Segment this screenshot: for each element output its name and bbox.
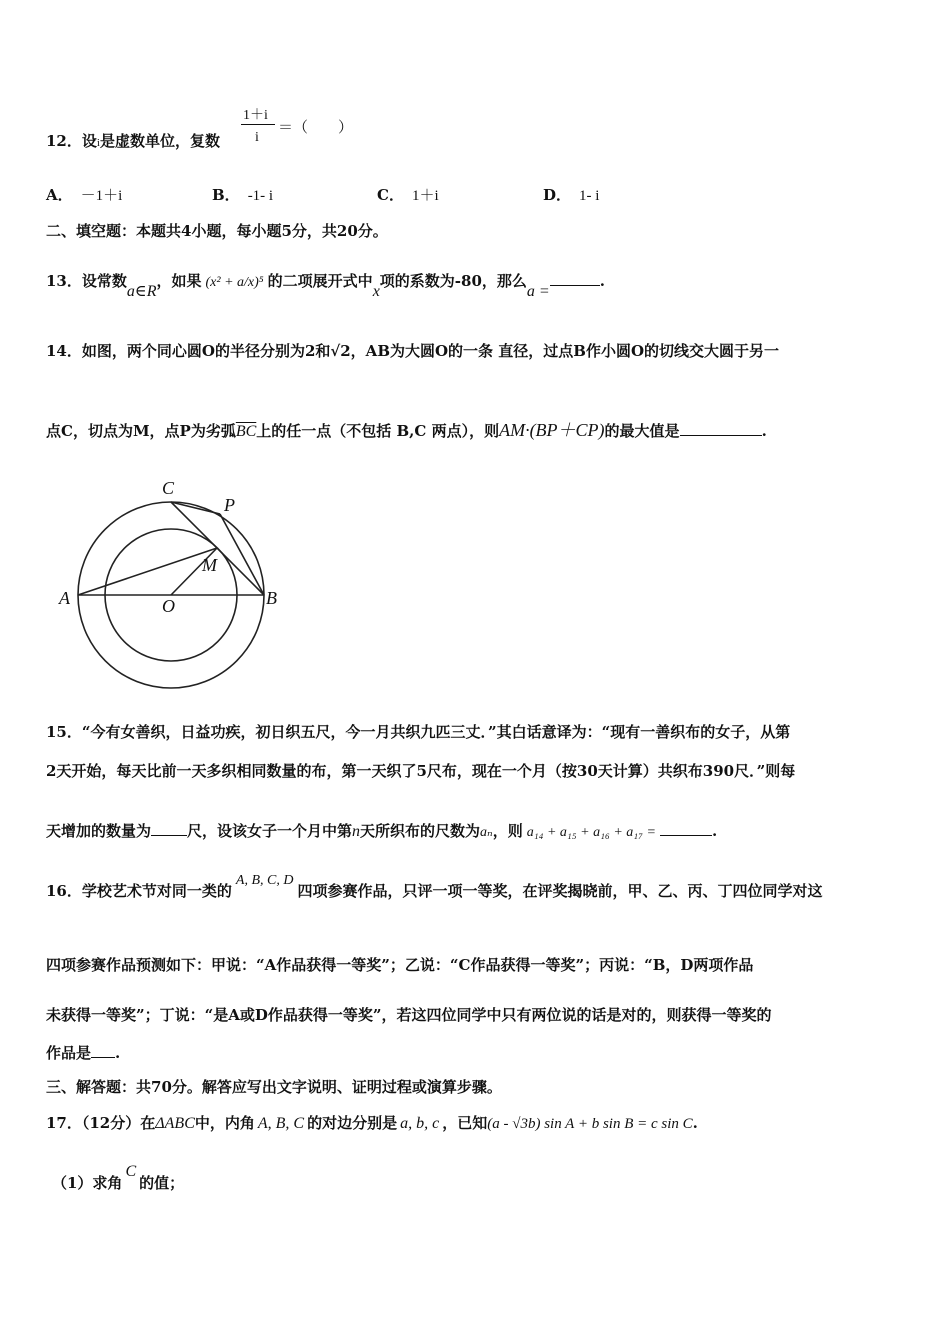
option-label: B． xyxy=(212,186,240,204)
section-3-heading: 三、解答题：共70分。解答应写出文字说明、证明过程或演算步骤。 xyxy=(46,1078,502,1096)
label-o: O xyxy=(162,596,175,616)
minor-arc: $\overline{BC}$ xyxy=(235,423,257,440)
q12-option-c[interactable] xyxy=(377,184,439,205)
option-label: C． xyxy=(377,186,404,204)
section-2-heading: 二、填空题：本题共4小题，每小题5分，共20分。 xyxy=(46,222,388,240)
segment-am xyxy=(78,548,217,595)
q13-binomial: (x² + a/x)⁵ xyxy=(205,275,264,290)
answer-blank[interactable] xyxy=(680,421,762,436)
q15-text: 天所织布的尺数为 xyxy=(360,822,481,840)
period: . xyxy=(761,422,767,440)
q14-text: 上的任一点（不包括 B,C 两点），则 xyxy=(256,422,500,440)
q17-line xyxy=(46,1112,698,1133)
q14-line-2 xyxy=(46,416,767,442)
q16-text: 16．学校艺术节对同一类的 xyxy=(46,882,232,900)
q13-condition: a∈R xyxy=(126,283,157,300)
q13-text: 项的系数为-80，那么 xyxy=(379,272,527,290)
q13-text: ，如果 xyxy=(156,272,202,290)
q12-line xyxy=(46,130,220,151)
q16-line-3: 未获得一等奖”；丁说：“是A或D作品获得一等奖”，若这四位同学中只有两位说的话是对的，则获得一等奖的 xyxy=(46,1006,772,1024)
q17-text: ，已知 xyxy=(442,1114,488,1132)
q17-text: 17．（12分）在 xyxy=(46,1114,156,1132)
option-value: 1＋i xyxy=(411,188,439,204)
q12-denominator: i xyxy=(255,130,259,145)
q12-option-d[interactable] xyxy=(543,184,599,205)
q13-text: 的二项展开式中 xyxy=(267,272,373,290)
q12-prefix: 12．设 xyxy=(46,132,97,150)
label-b: B xyxy=(266,588,277,608)
q13-var: x xyxy=(372,283,380,300)
q12-text: 是虚数单位，复数 xyxy=(99,132,220,150)
q14-text: 的最大值是 xyxy=(604,422,680,440)
q15-text: ，则 xyxy=(492,822,523,840)
q17-part1-text: （1）求角 xyxy=(52,1174,123,1192)
concentric-circles-figure xyxy=(56,476,296,694)
answer-blank[interactable] xyxy=(151,821,187,836)
q15-line-1: 15．“今有女善织，日益功疾，初日织五尺，今一月共织九匹三丈．”其白话意译为：“现有一善织布的女子，从第 xyxy=(46,723,791,741)
q14-line-1: 14．如图，两个同心圆O的半径分别为2和√2，AB为大圆O的一条 直径，过点B作小圆O的切线交大圆于另一 xyxy=(46,342,780,360)
q15-n: n xyxy=(352,823,361,840)
q14-expression: AM·(BP＋CP) xyxy=(499,420,605,440)
answer-blank[interactable] xyxy=(550,271,600,286)
q17-triangle: ΔABC xyxy=(155,1115,195,1132)
q12-option-a[interactable] xyxy=(46,184,122,205)
imaginary-unit: i xyxy=(96,137,100,149)
period: . xyxy=(599,272,605,290)
q17-text: 中，内角 xyxy=(194,1114,255,1132)
option-value: -1- i xyxy=(247,188,274,204)
fraction-bar xyxy=(241,124,275,125)
q13-line xyxy=(46,270,605,300)
q17-angles: A, B, C xyxy=(257,1115,305,1132)
option-value: 1- i xyxy=(579,188,600,204)
q15-text: 尺，设该女子一个月中第 xyxy=(187,822,353,840)
period: . xyxy=(711,822,718,840)
option-label: D． xyxy=(543,186,572,204)
q17-angle-c: C xyxy=(125,1163,137,1180)
q17-sides: a, b, c xyxy=(400,1115,440,1132)
q15-line-2: 2天开始，每天比前一天多织相同数量的布，第一天织了5尺布，现在一个月（按30天计算）共织布390尺．”则每 xyxy=(46,762,796,780)
answer-blank[interactable] xyxy=(91,1043,115,1058)
q16-works: A, B, C, D xyxy=(235,873,294,888)
segment-cp xyxy=(171,502,220,514)
q16-text: 四项参赛作品，只评一项一等奖，在评奖揭晓前，甲、乙、丙、丁四位同学对这 xyxy=(297,882,823,900)
option-label: A． xyxy=(46,186,73,204)
period: . xyxy=(692,1114,698,1132)
q12-option-b[interactable] xyxy=(212,184,273,205)
label-m: M xyxy=(202,555,217,575)
q12-equals: ＝（ ） xyxy=(278,118,354,136)
label-a: A xyxy=(59,588,70,608)
q15-line-3 xyxy=(46,820,717,841)
period: . xyxy=(115,1044,121,1062)
q16-text: 作品是 xyxy=(46,1044,92,1062)
q15-an: aₙ xyxy=(480,825,493,840)
q16-line-1 xyxy=(46,873,823,901)
label-p: P xyxy=(224,495,235,515)
q17-equation: (a - √3b) sin A + b sin B = c sin C xyxy=(487,1116,693,1132)
q15-text: 天增加的数量为 xyxy=(46,822,152,840)
q17-part1-text: 的值； xyxy=(139,1174,185,1192)
answer-blank[interactable] xyxy=(660,821,712,836)
q13-answer-var: a = xyxy=(526,283,550,300)
q13-prefix: 13．设常数 xyxy=(46,272,127,290)
option-value: －1＋i xyxy=(80,188,123,204)
q15-sum: a₁₄ + a₁₅ + a₁₆ + a₁₇ = xyxy=(526,825,656,840)
q12-numerator: 1＋i xyxy=(243,108,268,123)
q17-text: 的对边分别是 xyxy=(307,1114,398,1132)
q17-part-1 xyxy=(52,1163,185,1193)
q14-text: 点C，切点为M，点P为劣弧 xyxy=(46,422,236,440)
segment-pb xyxy=(220,514,264,595)
q16-line-4 xyxy=(46,1042,120,1063)
label-c: C xyxy=(162,478,175,498)
q16-line-2: 四项参赛作品预测如下：甲说：“A作品获得一等奖”；乙说：“C作品获得一等奖”；丙说：“B，D两项作品 xyxy=(46,956,754,974)
